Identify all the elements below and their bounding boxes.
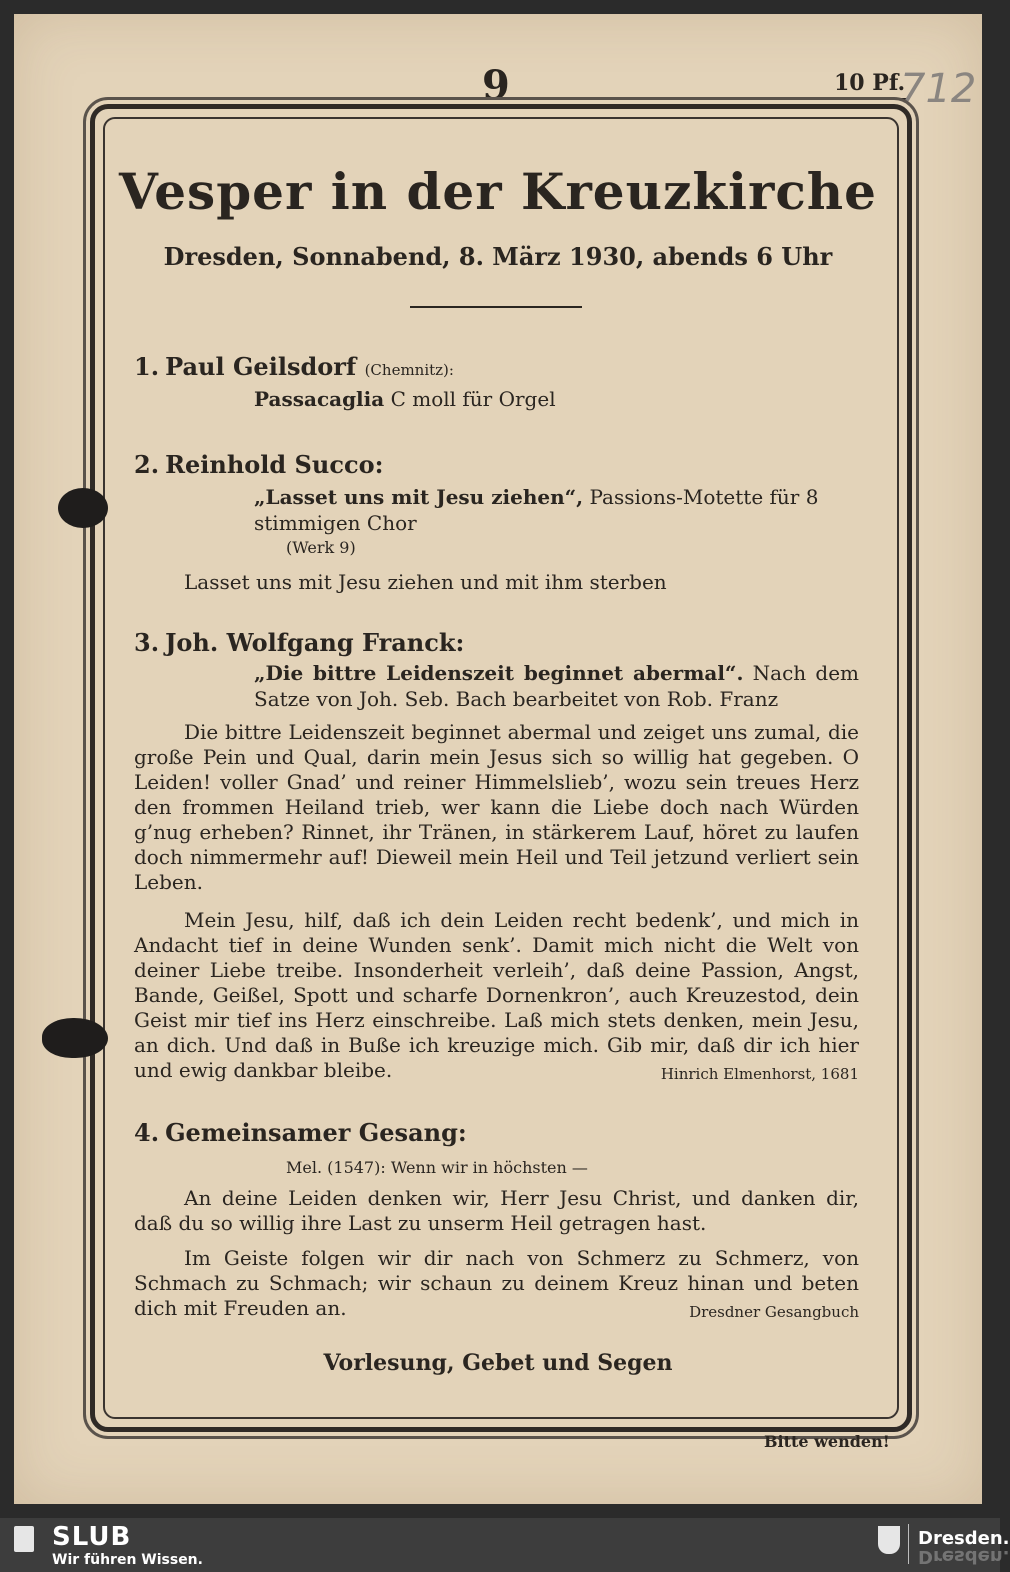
item-4-paragraph-2	[134, 1246, 859, 1325]
title-divider	[410, 306, 582, 308]
slub-logo-icon[interactable]	[14, 1526, 34, 1552]
item-number: 2.	[134, 450, 160, 479]
footer-tagline: Wir führen Wissen.	[52, 1552, 203, 1568]
work-description: C moll für Orgel	[384, 387, 556, 411]
composer-name: Joh. Wolfgang Franck:	[165, 628, 465, 657]
composer-name: Paul Geilsdorf	[165, 352, 357, 381]
work-description: Nach dem Satze von Joh. Seb. Bach bearbeitet von Rob. Franz	[254, 661, 859, 711]
item-3-composer	[134, 628, 464, 657]
item-4-paragraph-1: An deine Leiden denken wir, Herr Jesu Christ, und danken dir, daß du so willig ihre Last zu unserm Heil getragen hast.	[134, 1186, 859, 1235]
work-title: „Die bittre Leidenszeit beginnet abermal“.	[254, 661, 744, 685]
footer-city-reflection: Dresden.	[918, 1546, 1010, 1567]
composer-note: (Chemnitz):	[364, 361, 454, 379]
item-2-work-note: (Werk 9)	[286, 538, 356, 557]
paragraph-text: Mein Jesu, hilf, daß ich dein Leiden recht bedenk’, und mich in Andacht tief in deine Wunden senk’. Damit mich nicht die Welt von deiner Liebe treibe. Insonderheit verleih’, daß deine Passion, Angst, Bande, Geißel, Spott und scharfe Dornenkron’, auch Kreuzestod, dein Geist mir tief ins Herz einschreibe. Laß mich stets denken, mein Jesu, an dich. Und daß in Buße ich kreuzige mich. Gib mir, daß dir ich hier und ewig dankbar bleibe.	[134, 908, 859, 1082]
closing-line: Vorlesung, Gebet und Segen	[323, 1350, 673, 1376]
melody-note: Mel. (1547): Wenn wir in höchsten —	[286, 1158, 588, 1177]
program-title: Vesper in der Kreuzkirche	[119, 162, 877, 221]
dresden-crest-icon[interactable]	[878, 1526, 900, 1554]
item-1-work	[254, 386, 556, 412]
item-1-composer	[134, 352, 454, 381]
footer-separator	[908, 1524, 909, 1564]
item-3-paragraph-2	[134, 908, 859, 1087]
item-4-heading	[134, 1118, 467, 1147]
text-author: Hinrich Elmenhorst, 1681	[660, 1065, 859, 1083]
item-heading: Gemeinsamer Gesang:	[165, 1118, 467, 1147]
item-3-work	[254, 660, 859, 712]
page-number: 9	[482, 62, 510, 109]
item-3-paragraph-1: Die bittre Leidenszeit beginnet abermal und zeiget uns zumal, die große Pein und Qual, darin mein Jesus sich so willig hat gegeben. O Leiden! voller Gnad’ und reiner Himmelslieb’, wozu sein treues Herz den frommen Heiland trieb, wer kann die Liebe doch nach Würden g’nug erheben? Rinnet, ihr Tränen, in stärkerem Lauf, höret zu laufen doch nimmermehr auf! Dieweil mein Heil und Teil jetzund verliert sein Leben.	[134, 720, 859, 894]
punch-hole	[42, 1018, 108, 1058]
paragraph-text: Im Geiste folgen wir dir nach von Schmerz zu Schmerz, von Schmach zu Schmach; wir schaun zu deinem Kreuz hinan und beten dich mit Freuden an.	[134, 1246, 859, 1320]
item-number: 1.	[134, 352, 160, 381]
viewer-footer	[0, 1518, 1010, 1572]
document-page	[14, 14, 982, 1504]
item-2-text: Lasset uns mit Jesu ziehen und mit ihm sterben	[184, 570, 667, 594]
item-number: 4.	[134, 1118, 160, 1147]
item-2-work	[254, 484, 859, 536]
punch-hole	[58, 488, 108, 528]
item-2-composer	[134, 450, 383, 479]
footer-city[interactable]: Dresden.	[918, 1528, 1010, 1549]
program-subtitle: Dresden, Sonnabend, 8. März 1930, abends 6 Uhr	[163, 242, 833, 271]
work-title: Passacaglia	[254, 387, 385, 411]
handwritten-archive-mark: 712	[900, 66, 977, 112]
work-title: „Lasset uns mit Jesu ziehen“,	[254, 485, 584, 509]
price-label: 10 Pf.	[832, 70, 909, 100]
footer-brand[interactable]: SLUB	[52, 1522, 132, 1552]
item-number: 3.	[134, 628, 160, 657]
work-description: Passions-Motette für 8 stimmigen Chor	[254, 485, 819, 535]
turn-page-note: Bitte wenden!	[764, 1432, 890, 1451]
text-source: Dresdner Gesangbuch	[689, 1303, 859, 1321]
composer-name: Reinhold Succo:	[165, 450, 384, 479]
